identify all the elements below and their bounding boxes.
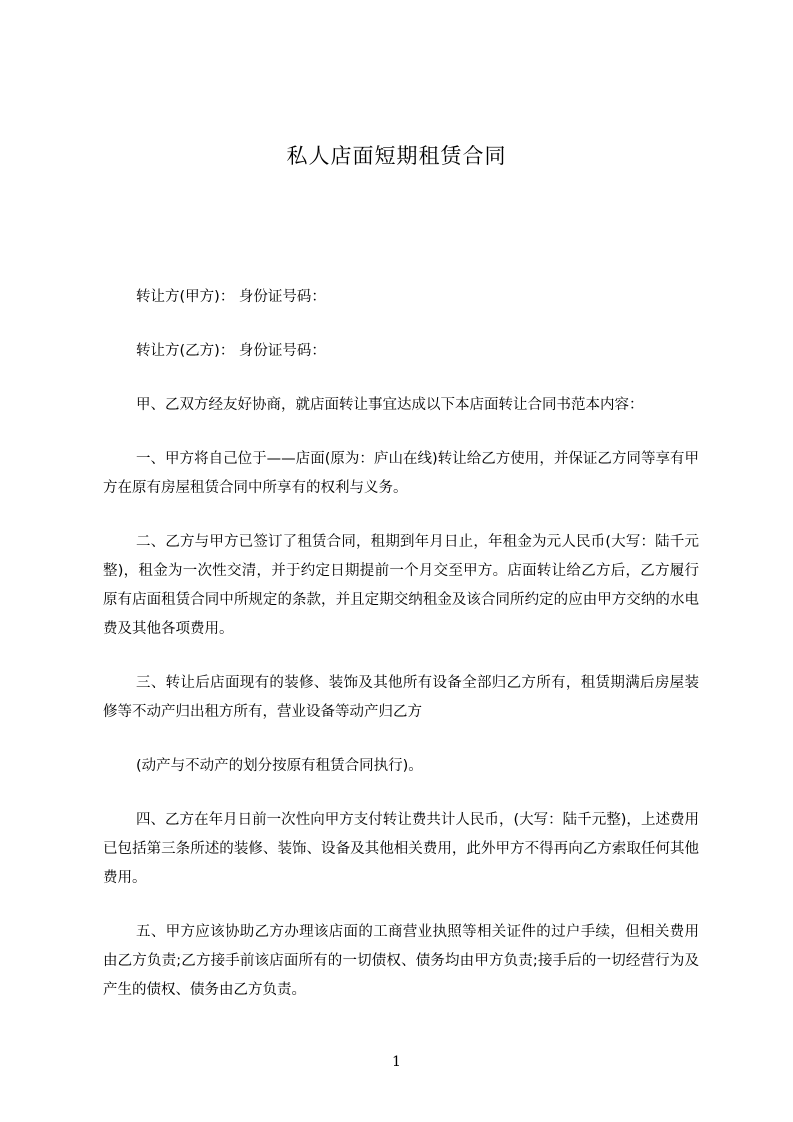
paragraph-clause-3: 三、转让后店面现有的装修、装饰及其他所有设备全部归乙方所有，租赁期满后房屋装修等不动产归出租方所有，营业设备等动产归乙方 xyxy=(103,675,699,720)
paragraph-clause-3-note: (动产与不动产的划分按原有租赁合同执行)。 xyxy=(136,758,423,774)
paragraph-intro: 甲、乙双方经友好协商，就店面转让事宜达成以下本店面转让合同书范本内容： xyxy=(136,397,644,413)
contract-body xyxy=(103,283,699,1030)
paragraph-clause-1: 一、甲方将自己位于——店面(原为：庐山在线)转让给乙方使用，并保证乙方同等享有甲方在原有房屋租赁合同中所享有的权利与义务。 xyxy=(103,451,699,496)
paragraph-clause-2: 二、乙方与甲方已签订了租赁合同，租期到年月日止，年租金为元人民币(大写：陆千元整)，租金为一次性交清，并于约定日期提前一个月交至甲方。店面转让给乙方后，乙方履行原有店面租赁合同中所规定的条款，并且定期交纳租金及该合同所约定的应由甲方交纳的水电费及其他各项费用。 xyxy=(103,534,699,637)
paragraph-clause-4: 四、乙方在年月日前一次性向甲方支付转让费共计人民币，(大写：陆千元整)，上述费用已包括第三条所述的装修、装饰、设备及其他相关费用，此外甲方不得再向乙方索取任何其他费用。 xyxy=(103,812,699,886)
page-title: 私人店面短期租赁合同 xyxy=(286,144,507,168)
paragraph-clause-5: 五、甲方应该协助乙方办理该店面的工商营业执照等相关证件的过户手续，但相关费用由乙方负责;乙方接手前该店面所有的一切债权、债务均由甲方负责;接手后的一切经营行为及产生的债权、债务由乙方负责。 xyxy=(103,924,699,998)
paragraph-party-a: 转让方(甲方)： 身份证号码： xyxy=(136,289,326,305)
page-number: 1 xyxy=(392,1054,401,1070)
paragraph-party-b: 转让方(乙方)： 身份证号码： xyxy=(136,343,326,359)
